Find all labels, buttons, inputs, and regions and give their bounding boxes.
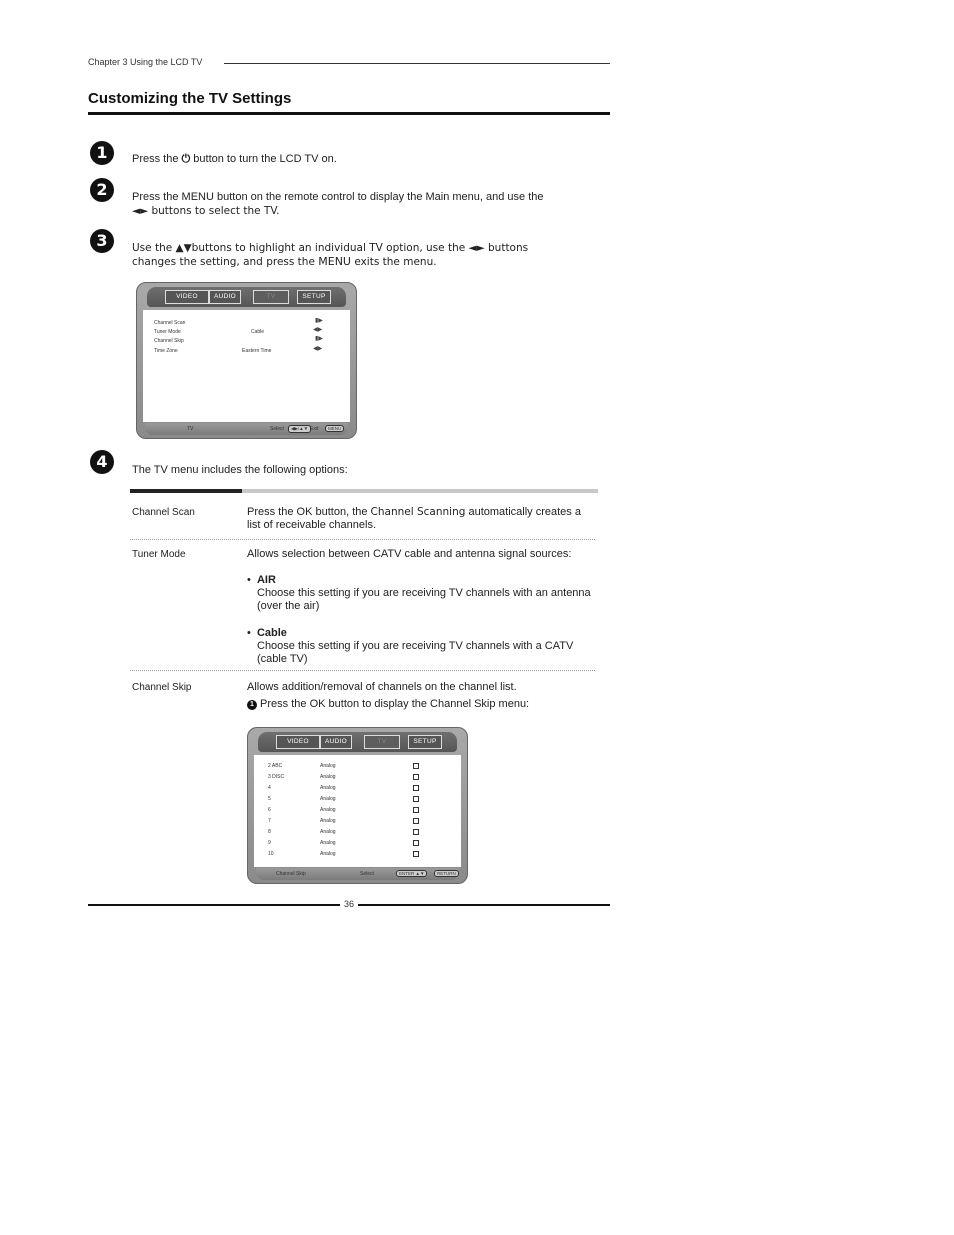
desc-part: button to display the Channel Skip menu: bbox=[325, 698, 530, 710]
table-header-bar-dark bbox=[130, 489, 242, 493]
option-name-channel-scan: Channel Scan bbox=[132, 507, 195, 518]
channel-skip-osd bbox=[247, 727, 468, 884]
tab-video[interactable]: VIDEO bbox=[165, 290, 209, 304]
step-4-text: The TV menu includes the following options: bbox=[132, 464, 348, 476]
channel-type: Analog bbox=[320, 774, 336, 780]
tab-video[interactable]: VIDEO bbox=[276, 735, 320, 749]
skip-checkbox[interactable] bbox=[413, 763, 419, 769]
desc-part: Press the bbox=[257, 698, 310, 710]
osd-footer-title: Channel Skip bbox=[276, 871, 306, 877]
option-desc-channel-scan bbox=[247, 506, 592, 532]
osd-row-label[interactable]: Time Zone bbox=[154, 348, 178, 354]
osd-screen bbox=[254, 755, 461, 867]
desc-part: Allows selection between CATV cable and antenna signal sources: bbox=[247, 548, 572, 560]
desc-part: list of receivable channels. bbox=[247, 519, 377, 531]
osd-row-value: Cable bbox=[251, 329, 265, 335]
option-desc-tuner-mode: Allows selection between CATV cable and antenna signal sources: • AIR Choose this setting if you are receiving TV channels with an antenna (over the air) • Cable Choose this setting if you are receiving TV channels with a CATV (cable TV) bbox=[247, 548, 591, 665]
left-right-arrow-icon: ◀▶ bbox=[313, 326, 323, 333]
channel-number: 9 bbox=[268, 840, 271, 846]
channel-type: Analog bbox=[320, 851, 336, 857]
step-number-1: 1 bbox=[90, 141, 114, 165]
osd-row-label[interactable]: Channel Skip bbox=[154, 338, 184, 344]
tab-setup[interactable]: SETUP bbox=[297, 290, 331, 304]
tab-audio[interactable]: AUDIO bbox=[209, 290, 241, 304]
channel-number: 4 bbox=[268, 785, 271, 791]
osd-footer-select: Select bbox=[270, 426, 284, 432]
step-1-text bbox=[132, 152, 592, 166]
tab-setup[interactable]: SETUP bbox=[408, 735, 442, 749]
channel-number: 2 ABC bbox=[268, 763, 283, 769]
table-header-bar-light bbox=[242, 489, 598, 493]
menu-key-label: MENU bbox=[181, 191, 214, 203]
channel-type: Analog bbox=[320, 763, 336, 769]
channel-number: 5 bbox=[268, 796, 271, 802]
osd-screen bbox=[143, 310, 350, 422]
skip-checkbox[interactable] bbox=[413, 774, 419, 780]
tab-tv[interactable]: TV bbox=[364, 735, 400, 749]
skip-checkbox[interactable] bbox=[413, 829, 419, 835]
chapter-heading: Chapter 3 Using the LCD TV bbox=[88, 57, 203, 67]
skip-checkbox[interactable] bbox=[413, 807, 419, 813]
tab-tv[interactable]: TV bbox=[253, 290, 289, 304]
step-3-text bbox=[132, 241, 592, 269]
osd-footer-exit: Exit bbox=[310, 426, 319, 432]
step-number-2: 2 bbox=[90, 178, 114, 202]
channel-type: Analog bbox=[320, 796, 336, 802]
left-right-arrow-icon: ◀▶ bbox=[313, 345, 323, 352]
footer-rule-left bbox=[88, 904, 340, 906]
row-divider bbox=[130, 539, 595, 540]
skip-checkbox[interactable] bbox=[413, 851, 419, 857]
row-divider bbox=[130, 670, 595, 671]
channel-type: Analog bbox=[320, 829, 336, 835]
option-desc-channel-skip bbox=[247, 681, 592, 711]
osd-tab-bar bbox=[258, 732, 457, 752]
osd-row-label[interactable]: Tuner Mode bbox=[154, 329, 181, 335]
tab-audio[interactable]: AUDIO bbox=[320, 735, 352, 749]
page-title: Customizing the TV Settings bbox=[88, 90, 292, 107]
enter-key-chip: ENTER ▲▼ bbox=[396, 870, 427, 877]
osd-footer bbox=[256, 868, 459, 880]
chapter-rule bbox=[224, 63, 610, 64]
channel-number: 10 bbox=[268, 851, 274, 857]
option-name-channel-skip: Channel Skip bbox=[132, 682, 192, 693]
channel-number: 7 bbox=[268, 818, 271, 824]
enter-arrow-icon: ▮▶ bbox=[315, 335, 323, 342]
step-2-text bbox=[132, 190, 592, 218]
skip-checkbox[interactable] bbox=[413, 796, 419, 802]
channel-type: Analog bbox=[320, 785, 336, 791]
step-number-3: 3 bbox=[90, 229, 114, 253]
power-icon: ⏻ bbox=[181, 152, 191, 165]
osd-footer-title: TV bbox=[187, 426, 194, 432]
desc-part: automatically creates a bbox=[465, 506, 581, 518]
bullet-cable-title: Cable bbox=[256, 627, 287, 639]
page-number: 36 bbox=[343, 899, 354, 909]
channel-number: 8 bbox=[268, 829, 271, 835]
step-3-c: exits the menu. bbox=[350, 256, 437, 268]
ok-key-label: OK bbox=[296, 506, 313, 518]
menu-key-chip: MENU bbox=[325, 425, 344, 432]
option-name-tuner-mode: Tuner Mode bbox=[132, 549, 186, 560]
step-3-line1: Use the ▲▼buttons to highlight an individual TV option, use the ◄► buttons bbox=[132, 242, 529, 254]
tv-osd-menu bbox=[136, 282, 357, 439]
step-1-text-b: button to turn the LCD TV on. bbox=[190, 153, 337, 165]
step-2-line2: ◄► buttons to select the TV. bbox=[132, 205, 280, 217]
channel-type: Analog bbox=[320, 807, 336, 813]
channel-type: Analog bbox=[320, 818, 336, 824]
sub-step-number-1: 1 bbox=[247, 700, 257, 710]
title-rule bbox=[88, 112, 610, 115]
osd-row-label[interactable]: Channel Scan bbox=[154, 320, 186, 326]
channel-number: 3 DISC bbox=[268, 774, 285, 780]
step-1-text-a: Press the bbox=[132, 153, 182, 165]
return-key-chip: RETURN bbox=[434, 870, 459, 877]
enter-arrow-icon: ▮▶ bbox=[315, 317, 323, 324]
desc-part: Choose this setting if you are receiving TV channels with an antenna bbox=[257, 587, 591, 599]
skip-checkbox[interactable] bbox=[413, 818, 419, 824]
select-key-chip: ◀▶/▲▼ bbox=[288, 425, 311, 433]
osd-footer-select: Select bbox=[360, 871, 374, 877]
desc-part: button, the bbox=[312, 506, 371, 518]
osd-tab-bar bbox=[147, 287, 346, 307]
desc-part: (over the air) bbox=[257, 600, 320, 612]
osd-footer bbox=[145, 423, 348, 435]
step-2-c: button on the remote control to display the Main menu, and use the bbox=[213, 191, 544, 203]
step-3-a: changes the setting, and press the bbox=[132, 256, 319, 268]
desc-part: Choose this setting if you are receiving TV channels with a CATV bbox=[257, 640, 574, 652]
desc-part: (cable TV) bbox=[257, 653, 308, 665]
bullet-air-title: AIR bbox=[256, 574, 276, 586]
desc-part: Allows addition/removal of channels on the channel list. bbox=[247, 681, 517, 693]
step-number-4: 4 bbox=[90, 450, 114, 474]
channel-type: Analog bbox=[320, 840, 336, 846]
step-2-a: Press the bbox=[132, 191, 182, 203]
skip-checkbox[interactable] bbox=[413, 840, 419, 846]
ok-key-label: OK bbox=[309, 698, 326, 710]
skip-checkbox[interactable] bbox=[413, 785, 419, 791]
osd-row-value: Eastern Time bbox=[242, 348, 272, 354]
menu-key-label: MENU bbox=[318, 255, 351, 268]
footer-rule-right bbox=[358, 904, 610, 906]
channel-number: 6 bbox=[268, 807, 271, 813]
channel-scanning-label: Channel Scanning bbox=[370, 506, 466, 518]
desc-part: Press the bbox=[247, 506, 297, 518]
